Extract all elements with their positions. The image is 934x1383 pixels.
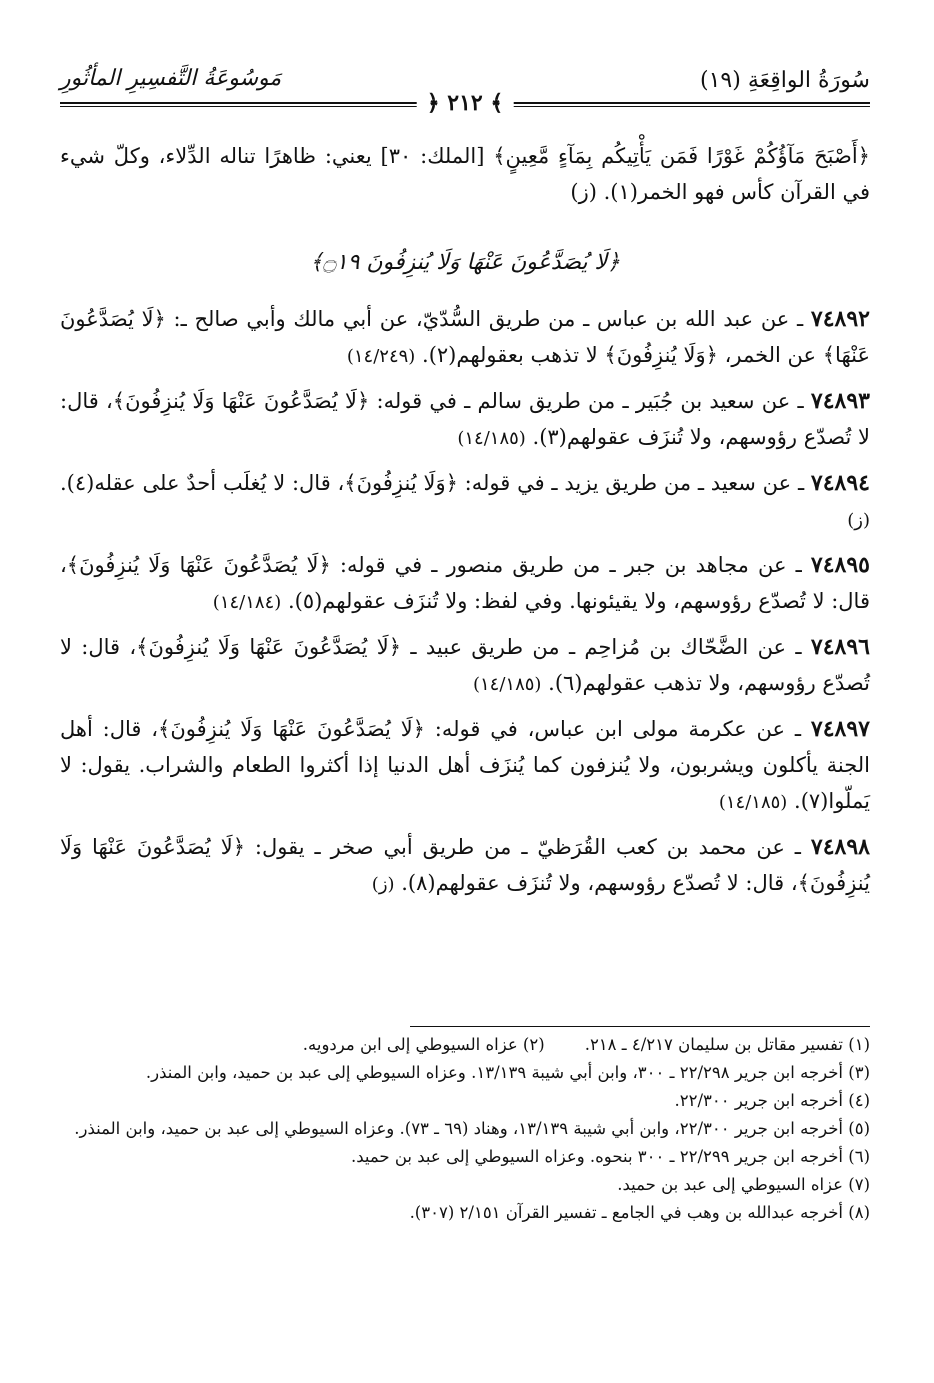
footnote-7: (٧) عزاه السيوطي إلى عبد بن حميد. [617,1175,870,1194]
narration-entry [60,465,870,539]
narration-ref: (ز) [847,510,870,531]
narration-number: ٧٤٨٩٢ [810,306,870,332]
verse-heading: ﴿لَا يُصَدَّعُونَ عَنْهَا وَلَا يُنزِفُونَ ۝١٩﴾ [310,250,620,275]
footnote-6: (٦) أخرجه ابن جرير ٢٢/٢٩٩ ـ ٣٠٠ بنحوه. وعزاه السيوطي إلى عبد بن حميد. [350,1147,870,1166]
intro-paragraph: ﴿أَصْبَحَ مَآؤُكُمْ غَوْرًا فَمَن يَأْتِيكُم بِمَآءٍ مَّعِينٍ﴾ [الملك: ٣٠] يعني: ظاهرًا تناله الدِّلاء، وكلّ شيء في القرآن كأس فهو الخمر(١). (ز) [60,144,870,204]
narration-number: ٧٤٨٩٦ [810,634,870,660]
narration-text: ـ عن عكرمة مولى ابن عباس، في قوله: ﴿لَا يُصَدَّعُونَ عَنْهَا وَلَا يُنزِفُونَ﴾، قال: أهل الجنة يأكلون ويشربون، ولا يُنزفون كما يُنزَف أهل الدنيا إذا أكثروا الطعام والشراب. يقول: لا يَملّوا(٧). [60,717,870,813]
narration-entry [60,829,870,903]
page-number: ﴾ ٢١٢ ﴿ [417,90,514,116]
narration-ref: (ز) [371,874,395,895]
narration-ref: (١٤/١٨٥) [457,428,526,449]
narration-text: ـ عن عبد الله بن عباس ـ من طريق السُّدّيّ، عن أبي مالك وأبي صالح ـ: ﴿لَا يُصَدَّعُونَ عَنْهَا﴾ عن الخمر، ﴿وَلَا يُنزِفُونَ﴾ لا تذهب بعقولهم(٢). [60,307,870,367]
footnote-4: (٤) أخرجه ابن جرير ٢٢/٣٠٠. [674,1091,870,1110]
footnote-5: (٥) أخرجه ابن جرير ٢٢/٣٠٠، وابن أبي شيبة ١٣/١٣٩، وهناد (٦٩ ـ ٧٣). وعزاه السيوطي إلى عبد بن حميد، وابن المنذر. [74,1119,870,1138]
main-text [60,138,870,911]
narration-number: ٧٤٨٩٤ [810,470,870,496]
narration-ref: (١٤/١٨٥) [718,792,788,813]
narration-number: ٧٤٨٩٥ [810,552,870,578]
narration-number: ٧٤٨٩٧ [810,716,870,742]
narration-text: ـ عن الضَّحّاك بن مُزاحِم ـ من طريق عبيد ـ ﴿لَا يُصَدَّعُونَ عَنْهَا وَلَا يُنزِفُونَ﴾، قال: لا تُصدّع رؤوسهم، ولا تذهب عقولهم(٦). [60,635,870,695]
narration-entry [60,383,870,457]
narration-text: ـ عن سعيد بن جُبَير ـ من طريق سالم ـ في قوله: ﴿لَا يُصَدَّعُونَ عَنْهَا وَلَا يُنزِفُونَ﴾، قال: لا تُصدّع رؤوسهم، ولا تُنزَف عقولهم(٣). [60,389,870,449]
narration-text: ـ عن سعيد ـ من طريق يزيد ـ في قوله: ﴿وَلَا يُنزِفُونَ﴾، قال: لا يُغلَب أحدٌ على عقله(٤). [60,471,805,495]
narration-entry [60,301,870,375]
footnote-separator [410,1026,870,1027]
narration-text: ـ عن مجاهد بن جبر ـ من طريق منصور ـ في قوله: ﴿لَا يُصَدَّعُونَ عَنْهَا وَلَا يُنزِفُونَ﴾، قال: لا تُصدّع رؤوسهم، ولا يقيئونها. وفي لفظ: ولا تُنزَف عقولهم(٥). [60,553,870,613]
footnote-row [60,1032,870,1057]
page-header [60,62,870,132]
narration-ref: (١٤/٢٤٩) [346,346,416,367]
narration-number: ٧٤٨٩٣ [810,388,870,414]
narration-ref: (١٤/١٨٤) [212,592,282,613]
footnote-2: (٢) عزاه السيوطي إلى ابن مردويه. [302,1035,545,1054]
book-title: مَوسُوعَةُ التَّفسِيرِ المأثُورِ [60,66,282,91]
footnote-8: (٨) أخرجه عبدالله بن وهب في الجامع ـ تفسير القرآن ٢/١٥١ (٣٠٧). [409,1203,870,1222]
footnote-3: (٣) أخرجه ابن جرير ٢٢/٢٩٨ ـ ٣٠٠، وابن أبي شيبة ١٣/١٣٩. وعزاه السيوطي إلى عبد بن حميد، وابن المنذر. [145,1063,870,1082]
surah-title: سُورَةُ الواقِعَةِ (١٩) [700,68,870,93]
narration-entry [60,629,870,703]
narration-text: ـ عن محمد بن كعب القُرَظيّ ـ من طريق أبي صخر ـ يقول: ﴿لَا يُصَدَّعُونَ عَنْهَا وَلَا يُنزِفُونَ﴾، قال: لا تُصدّع رؤوسهم، ولا تُنزَف عقولهم(٨). [60,835,870,895]
narration-number: ٧٤٨٩٨ [810,834,870,860]
footnote-1: (١) تفسير مقاتل بن سليمان ٤/٢١٧ ـ ٢١٨. [584,1035,870,1054]
narration-entry [60,711,870,821]
narration-ref: (١٤/١٨٥) [472,674,542,695]
footnotes [60,1032,870,1228]
narration-entry [60,547,870,621]
